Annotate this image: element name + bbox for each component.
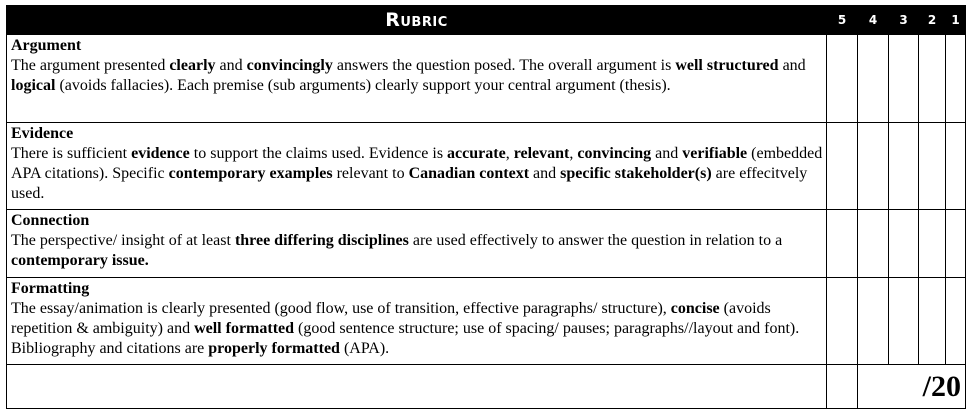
- score-cell-3[interactable]: [889, 210, 919, 278]
- criterion-cell: [7, 210, 827, 278]
- score-header-2: 2: [919, 6, 946, 35]
- rubric-table: [6, 5, 966, 409]
- score-cell-1[interactable]: [946, 278, 966, 365]
- score-cell-3[interactable]: [889, 278, 919, 365]
- criterion-row-connection: [7, 210, 966, 278]
- criterion-description: There is sufficient evidence to support the claims used. Evidence is accurate, relevant, convincing and verifiable (embedded APA citations). Specific contemporary examples relevant to Canadian context and specific stakeholder(s) are effecitvely used.: [11, 145, 823, 202]
- total-score-cell[interactable]: [827, 365, 858, 409]
- score-header-5: 5: [827, 6, 858, 35]
- bold-phrase: evidence: [131, 145, 190, 162]
- bold-phrase: contemporary examples: [168, 165, 333, 182]
- criterion-title: Connection: [11, 212, 90, 229]
- score-cell-5[interactable]: [827, 278, 858, 365]
- bold-phrase: well structured: [675, 57, 779, 74]
- score-cell-4[interactable]: [858, 210, 889, 278]
- bold-phrase: clearly: [169, 57, 216, 74]
- score-cell-3[interactable]: [889, 35, 919, 123]
- bold-phrase: well formatted: [194, 320, 295, 337]
- criterion-title: Evidence: [11, 125, 74, 142]
- bold-phrase: Canadian context: [408, 165, 530, 182]
- bold-phrase: relevant: [513, 145, 570, 162]
- bold-phrase: verifiable: [682, 145, 748, 162]
- criterion-cell: [7, 35, 827, 123]
- criterion-description: The perspective/ insight of at least three differing disciplines are used effectively to answer the question in relation to a contemporary issue.: [11, 232, 783, 269]
- score-cell-5[interactable]: [827, 35, 858, 123]
- score-cell-1[interactable]: [946, 123, 966, 210]
- criterion-description: The essay/animation is clearly presented (good flow, use of transition, effective paragraphs/ structure), concise (avoids repetition & ambiguity) and well formatted (good sentence structure; use of spacing/ pauses; paragraphs//layout and font). Bibliography and citations are properly formatted (APA).: [11, 300, 800, 357]
- bold-phrase: accurate: [447, 145, 506, 162]
- criterion-title: Argument: [11, 37, 82, 54]
- score-header-1: 1: [946, 6, 966, 35]
- score-cell-5[interactable]: [827, 210, 858, 278]
- score-header-4: 4: [858, 6, 889, 35]
- score-header-3: 3: [889, 6, 919, 35]
- criterion-row-argument: [7, 35, 966, 123]
- criterion-cell: [7, 123, 827, 210]
- criterion-cell: [7, 278, 827, 365]
- bold-phrase: contemporary issue.: [11, 252, 149, 269]
- bold-phrase: convincingly: [246, 57, 333, 74]
- score-cell-2[interactable]: [919, 35, 946, 123]
- bold-phrase: logical: [11, 77, 56, 94]
- bold-phrase: concise: [670, 300, 720, 317]
- score-cell-5[interactable]: [827, 123, 858, 210]
- header-row: [7, 6, 966, 35]
- score-cell-1[interactable]: [946, 210, 966, 278]
- criterion-description: The argument presented clearly and convincingly answers the question posed. The overall argument is well structured and logical (avoids fallacies). Each premise (sub arguments) clearly support your central argument (thesis).: [11, 57, 806, 94]
- score-cell-4[interactable]: [858, 35, 889, 123]
- total-blank-cell: [7, 365, 827, 409]
- criterion-row-formatting: [7, 278, 966, 365]
- bold-phrase: three differing disciplines: [234, 232, 409, 249]
- score-cell-4[interactable]: [858, 278, 889, 365]
- score-cell-4[interactable]: [858, 123, 889, 210]
- rubric-title: Rubric: [7, 6, 827, 35]
- total-points: /20: [858, 365, 966, 409]
- criterion-row-evidence: [7, 123, 966, 210]
- score-cell-3[interactable]: [889, 123, 919, 210]
- score-cell-2[interactable]: [919, 123, 946, 210]
- criterion-title: Formatting: [11, 280, 90, 297]
- score-cell-2[interactable]: [919, 278, 946, 365]
- bold-phrase: properly formatted: [208, 340, 340, 357]
- total-row: [7, 365, 966, 409]
- score-cell-2[interactable]: [919, 210, 946, 278]
- score-cell-1[interactable]: [946, 35, 966, 123]
- bold-phrase: convincing: [577, 145, 652, 162]
- bold-phrase: specific stakeholder(s): [560, 165, 712, 182]
